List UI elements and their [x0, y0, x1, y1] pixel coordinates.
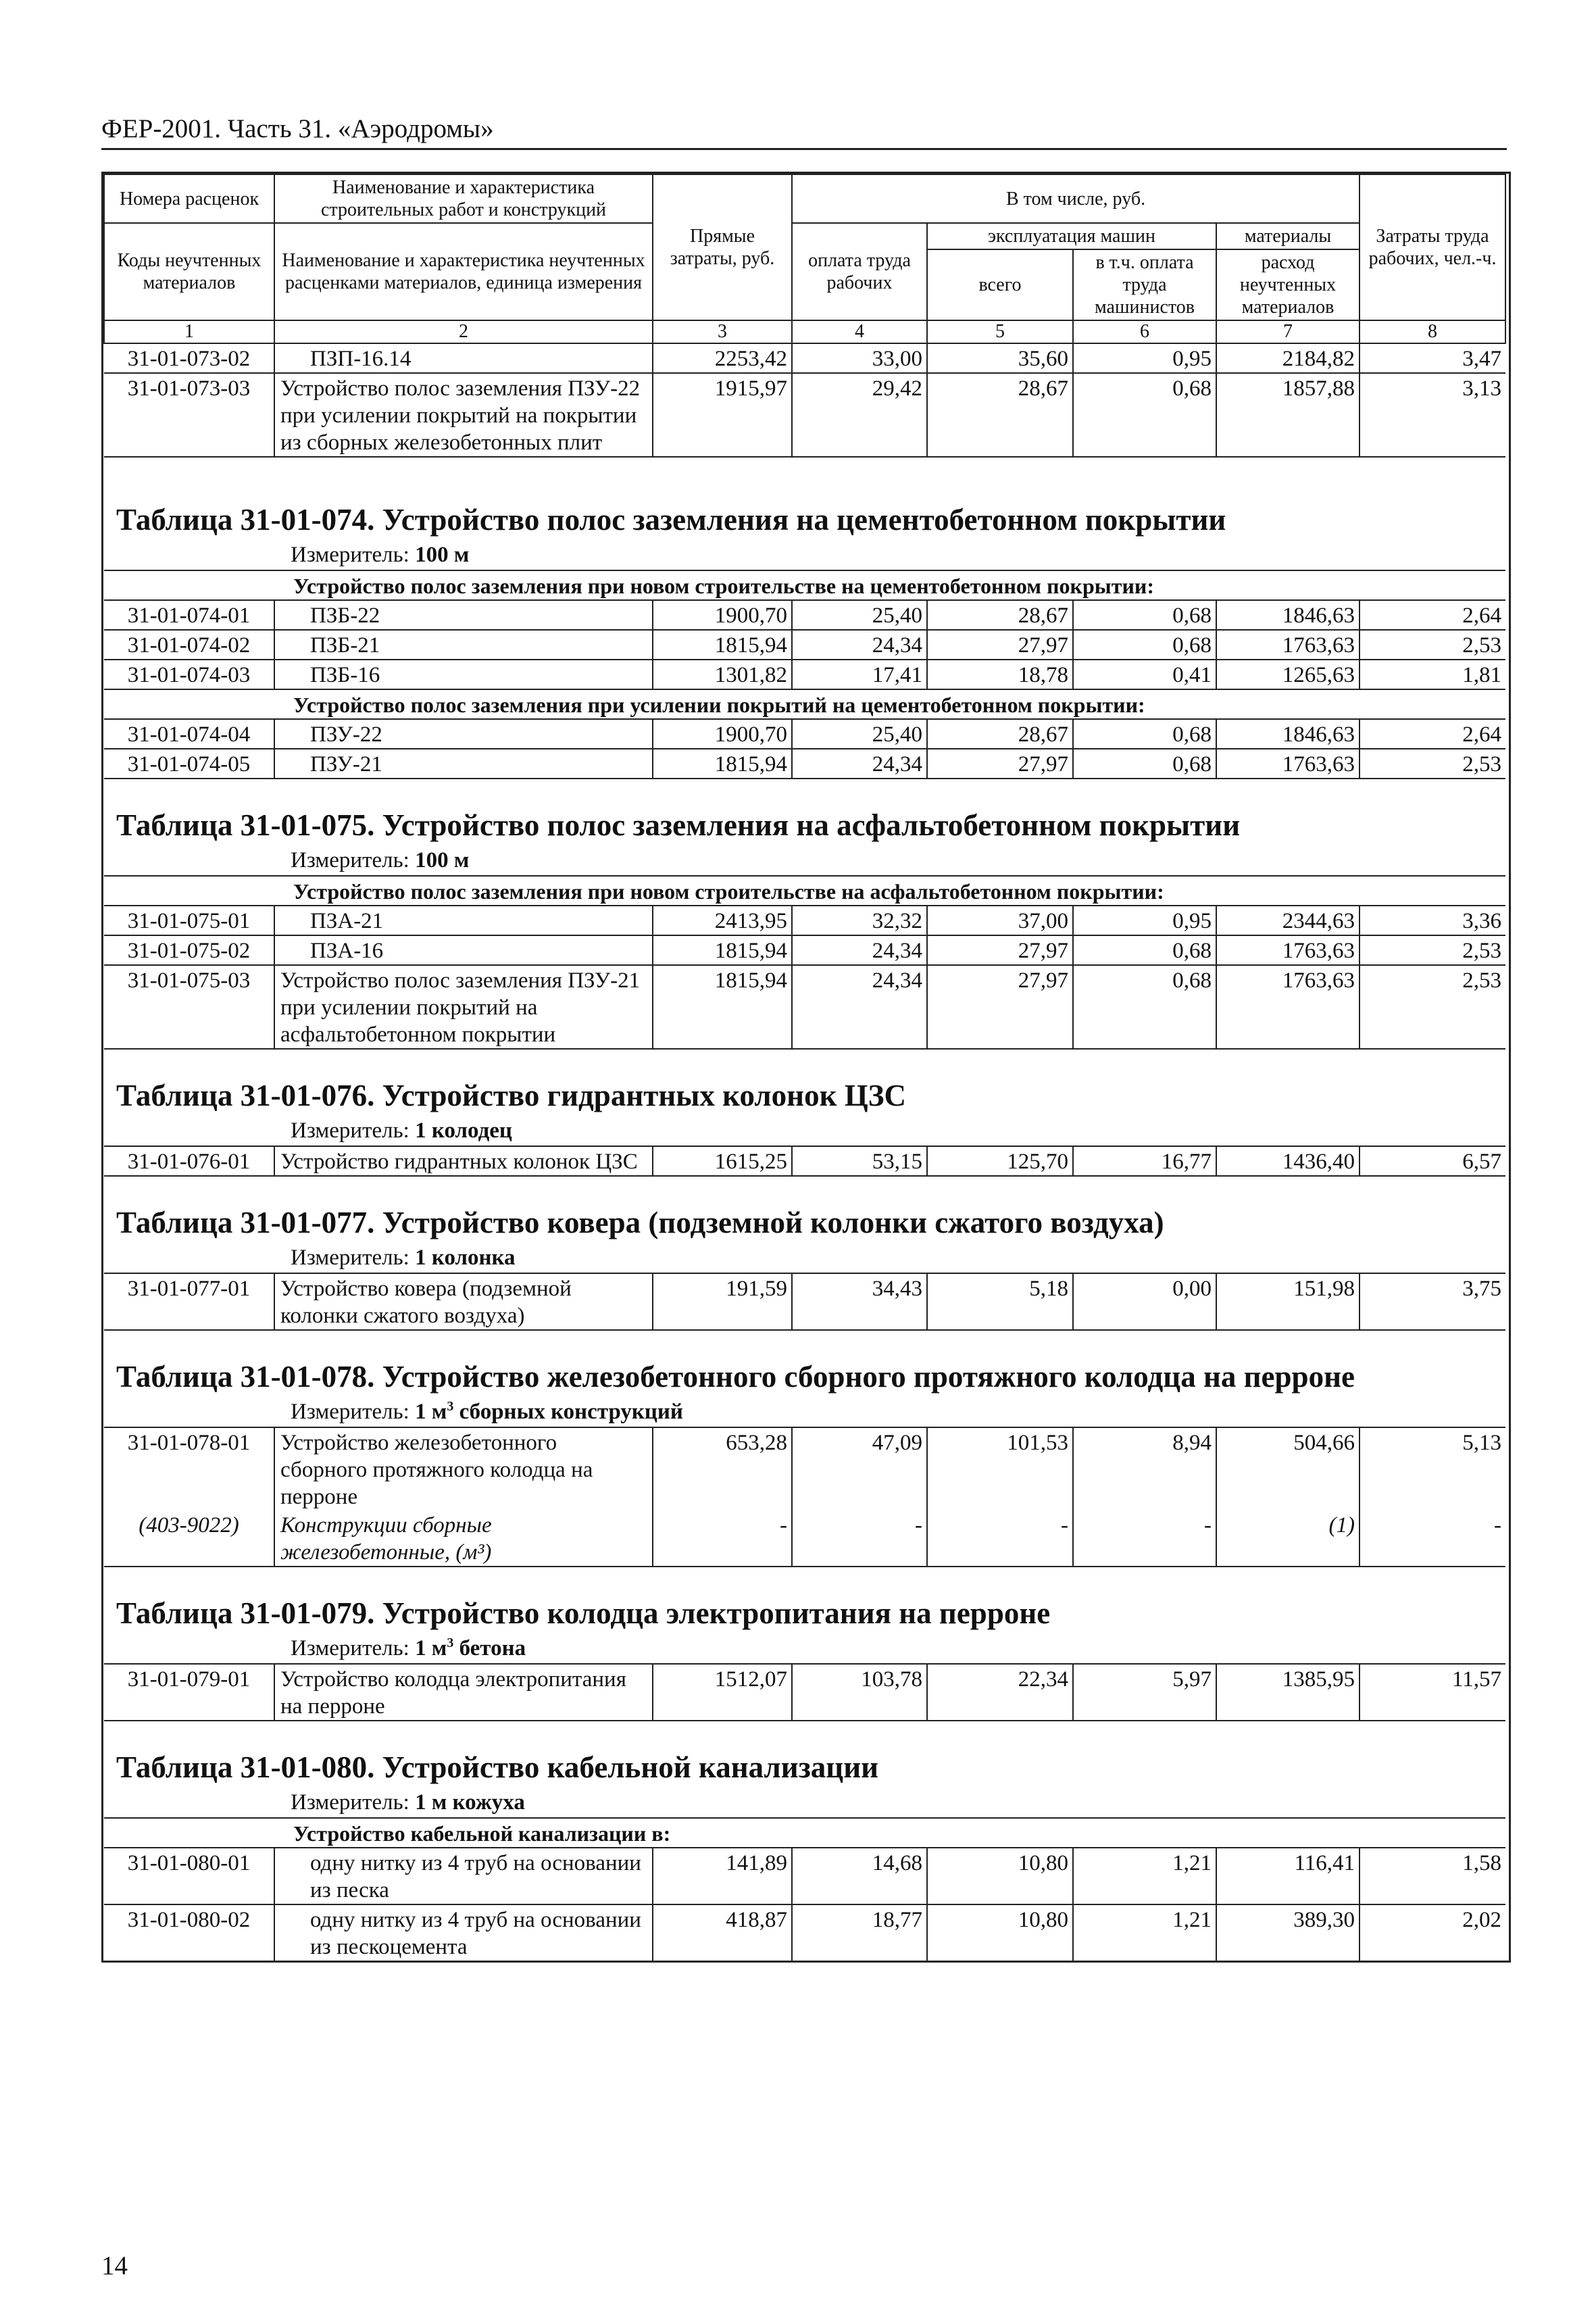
machines-total: 10,80: [927, 1848, 1073, 1904]
col-num: 1: [104, 320, 274, 343]
machinists-pay: 0,00: [1073, 1273, 1216, 1330]
machinists-pay: 1,21: [1073, 1904, 1216, 1961]
rates-document: [101, 172, 1511, 1963]
col-num: 7: [1216, 320, 1360, 343]
machinists-pay: 0,68: [1073, 373, 1216, 457]
section-heading: Устройство полос заземления при усилении покрытий на цементобетонном покрытии:: [104, 689, 1505, 719]
rate-name: Устройство гидрантных колонок ЦЗС: [274, 1146, 653, 1176]
rate-code: 31-01-078-01: [127, 1431, 251, 1455]
rate-name: одну нитку из 4 труб на основании из песка: [274, 1848, 653, 1904]
rate-name: Устройство железобетонного сборного протяжного колодца на перроне: [274, 1427, 653, 1510]
rate-code: 31-01-074-02: [104, 630, 274, 660]
rate-name: ПЗУ-21: [274, 749, 653, 779]
labor-pay: 33,00: [792, 343, 927, 373]
labor-pay: 53,15: [792, 1146, 927, 1176]
labor-pay: 17,41: [792, 660, 927, 689]
labor-hours: 2,53: [1360, 749, 1505, 779]
rate-code: 31-01-074-04: [104, 719, 274, 749]
labor-pay: 103,78: [792, 1664, 927, 1721]
materials: 2344,63: [1216, 906, 1360, 935]
rate-name: Устройство полос заземления ПЗУ-21 при усилении покрытий на асфальтобетонном покрытии: [274, 965, 653, 1049]
direct-costs: 2253,42: [653, 343, 792, 373]
labor-hours: 3,13: [1360, 373, 1505, 457]
table-row: [104, 1848, 1505, 1904]
table-row: [104, 343, 1505, 373]
machines-total: 37,00: [927, 906, 1073, 935]
col-codes: Коды неучтенных материалов: [104, 223, 274, 320]
direct-costs: 1512,07: [653, 1664, 792, 1721]
labor-hours: 2,53: [1360, 935, 1505, 965]
table-measure: Измеритель: 100 м: [291, 543, 470, 567]
table-row: [104, 906, 1505, 935]
materials: 2184,82: [1216, 343, 1360, 373]
table-row: [104, 630, 1505, 660]
rate-code: 31-01-080-02: [127, 1908, 251, 1932]
rate-code: 31-01-075-02: [104, 935, 274, 965]
labor-pay: 32,32: [792, 906, 927, 935]
rate-name: ПЗУ-22: [274, 719, 653, 749]
col-num: 8: [1360, 320, 1505, 343]
rate-code: 31-01-080-01: [104, 1848, 274, 1904]
rate-code: 31-01-077-01: [104, 1273, 274, 1330]
section-heading: Устройство полос заземления при новом строительстве на цементобетонном покрытии:: [104, 570, 1505, 600]
table-row: [104, 660, 1505, 689]
machinists-pay: 0,68: [1073, 965, 1216, 1049]
col-num: 5: [927, 320, 1073, 343]
rate-name: ПЗА-21: [274, 906, 653, 935]
table-measure: Измеритель: 1 $м^3$ бетона: [291, 1635, 526, 1660]
rate-name: ПЗБ-22: [274, 600, 653, 630]
direct-costs: 141,89: [653, 1848, 792, 1904]
col-labor: Затраты труда рабочих, чел.-ч.: [1360, 174, 1505, 320]
machines-total: 28,67: [927, 373, 1073, 457]
labor-hours: 2,53: [1360, 630, 1505, 660]
direct-costs: 1900,70: [653, 600, 792, 630]
col-machines: эксплуатация машин: [927, 223, 1216, 249]
col-num: 2: [274, 320, 653, 343]
labor-hours: 6,57: [1360, 1146, 1505, 1176]
materials: 1846,63: [1216, 719, 1360, 749]
direct-costs: 191,59: [653, 1273, 792, 1330]
machines-total: 22,34: [927, 1664, 1073, 1721]
rate-name: ПЗБ-21: [274, 630, 653, 660]
machines-total: 28,67: [927, 719, 1073, 749]
machines-total: -: [927, 1510, 1073, 1567]
col-materials: материалы: [1216, 223, 1360, 249]
material-name: Конструкции сборные железобетонные, (м³): [274, 1510, 653, 1567]
material-code: (403-9022): [104, 1510, 274, 1567]
materials: 504,66: [1216, 1427, 1360, 1510]
labor-pay: 14,68: [792, 1848, 927, 1904]
labor-pay: 24,34: [792, 630, 927, 660]
rate-code: 31-01-074-03: [104, 660, 274, 689]
section-heading: Устройство кабельной канализации в:: [104, 1818, 1505, 1848]
materials: 151,98: [1216, 1273, 1360, 1330]
labor-pay: 47,09: [792, 1427, 927, 1510]
table-title: Таблица 31-01-078. Устройство железобетонного сборного протяжного колодца на перроне: [116, 1360, 1355, 1394]
col-direct: Прямые затраты, руб.: [653, 174, 792, 320]
machines-total: 10,80: [927, 1904, 1073, 1961]
col-num: 6: [1073, 320, 1216, 343]
machines-total: 18,78: [927, 660, 1073, 689]
rate-name: Устройство полос заземления ПЗУ-22 при усилении покрытий на покрытии из сборных железобетонных плит: [274, 373, 653, 457]
table-row: [104, 1146, 1505, 1176]
table-row: [104, 1427, 1505, 1510]
materials: 389,30: [1216, 1904, 1360, 1961]
rate-code: 31-01-073-03: [104, 373, 274, 457]
materials: 116,41: [1216, 1848, 1360, 1904]
section-heading: Устройство полос заземления при новом строительстве на асфальтобетонном покрытии:: [104, 876, 1505, 906]
machines-total: 101,53: [927, 1427, 1073, 1510]
machinists-pay: 8,94: [1073, 1427, 1216, 1510]
direct-costs: 1815,94: [653, 630, 792, 660]
col-name: Наименование и характеристика строительных работ и конструкций: [274, 174, 653, 223]
table-row: [104, 1273, 1505, 1330]
labor-hours: 2,64: [1360, 719, 1505, 749]
labor-pay: 24,34: [792, 749, 927, 779]
direct-costs: 2413,95: [653, 906, 792, 935]
rate-name: Устройство колодца электропитания на перроне: [274, 1664, 653, 1721]
col-name2: Наименование и характеристика неучтенных расценками материалов, единица измерения: [274, 223, 653, 320]
labor-pay: 34,43: [792, 1273, 927, 1330]
table-title: Таблица 31-01-076. Устройство гидрантных колонок ЦЗС: [116, 1079, 907, 1112]
machines-total: 27,97: [927, 630, 1073, 660]
machinists-pay: 0,95: [1073, 343, 1216, 373]
machinists-pay: 5,97: [1073, 1664, 1216, 1721]
table-row: [104, 935, 1505, 965]
table-title: Таблица 31-01-077. Устройство ковера (подземной колонки сжатого воздуха): [116, 1206, 1164, 1239]
machinists-pay: 0,68: [1073, 719, 1216, 749]
direct-costs: 1915,97: [653, 373, 792, 457]
table-title: Таблица 31-01-075. Устройство полос заземления на асфальтобетонном покрытии: [116, 808, 1241, 842]
direct-costs: 1815,94: [653, 749, 792, 779]
machines-total: 27,97: [927, 935, 1073, 965]
table-row: [104, 600, 1505, 630]
table-measure: Измеритель: 100 м: [291, 848, 470, 872]
materials: 1763,63: [1216, 630, 1360, 660]
rate-name: ПЗА-16: [274, 935, 653, 965]
rate-name: Устройство ковера (подземной колонки сжатого воздуха): [274, 1273, 653, 1330]
labor-pay: 25,40: [792, 719, 927, 749]
machines-total: 125,70: [927, 1146, 1073, 1176]
labor-pay: 29,42: [792, 373, 927, 457]
materials: 1763,63: [1216, 749, 1360, 779]
materials: 1857,88: [1216, 373, 1360, 457]
direct-costs: -: [653, 1510, 792, 1567]
materials: 1763,63: [1216, 965, 1360, 1049]
labor-hours: 3,36: [1360, 906, 1505, 935]
labor-hours: -: [1360, 1510, 1505, 1567]
table-row: [104, 1904, 1505, 1961]
table-measure: Измеритель: 1 колонка: [291, 1246, 516, 1270]
table-title: Таблица 31-01-074. Устройство полос заземления на цементобетонном покрытии: [116, 503, 1226, 537]
table-measure: Измеритель: 1 колодец: [291, 1118, 512, 1143]
table-title: Таблица 31-01-080. Устройство кабельной канализации: [116, 1750, 879, 1784]
machines-total: 35,60: [927, 343, 1073, 373]
labor-hours: 3,75: [1360, 1273, 1505, 1330]
col-rates-no: Номера расценок: [104, 174, 274, 223]
machinists-pay: 0,95: [1073, 906, 1216, 935]
table-measure: Измеритель: 1 м кожуха: [291, 1790, 525, 1815]
rate-code: 31-01-075-01: [104, 906, 274, 935]
machinists-pay: 0,68: [1073, 749, 1216, 779]
materials: 1265,63: [1216, 660, 1360, 689]
rate-code: 31-01-074-01: [104, 600, 274, 630]
labor-hours: 5,13: [1360, 1427, 1505, 1510]
direct-costs: 1900,70: [653, 719, 792, 749]
rate-code: 31-01-074-05: [104, 749, 274, 779]
page-number: 14: [101, 2251, 128, 2280]
machinists-pay: -: [1073, 1510, 1216, 1567]
table-row: [104, 719, 1505, 749]
col-labor-pay: оплата труда рабочих: [792, 223, 927, 320]
machines-total: 28,67: [927, 600, 1073, 630]
direct-costs: 1301,82: [653, 660, 792, 689]
machinists-pay: 0,41: [1073, 660, 1216, 689]
rate-code: 31-01-079-01: [104, 1664, 274, 1721]
labor-pay: 24,34: [792, 965, 927, 1049]
machinists-pay: 1,21: [1073, 1848, 1216, 1904]
rate-code: 31-01-073-02: [104, 343, 274, 373]
col-machines-total: всего: [927, 249, 1073, 320]
header-rule: [101, 148, 1507, 150]
col-incl: В том числе, руб.: [792, 174, 1360, 223]
table-row: [104, 965, 1505, 1049]
table-row: [104, 373, 1505, 457]
materials: 1436,40: [1216, 1146, 1360, 1176]
labor-hours: 1,81: [1360, 660, 1505, 689]
rate-code: 31-01-076-01: [104, 1146, 274, 1176]
direct-costs: 1815,94: [653, 965, 792, 1049]
materials: 1763,63: [1216, 935, 1360, 965]
direct-costs: 1615,25: [653, 1146, 792, 1176]
rate-name: одну нитку из 4 труб на основании из пескоцемента: [274, 1904, 653, 1961]
page-header: ФЕР-2001. Часть 31. «Аэродромы»: [101, 114, 494, 143]
rate-code: 31-01-075-03: [104, 965, 274, 1049]
direct-costs: 418,87: [653, 1904, 792, 1961]
labor-pay: 18,77: [792, 1904, 927, 1961]
machines-total: 5,18: [927, 1273, 1073, 1330]
rates-table: [103, 174, 1506, 1961]
labor-hours: 11,57: [1360, 1664, 1505, 1721]
col-num: 3: [653, 320, 792, 343]
table-title: Таблица 31-01-079. Устройство колодца электропитания на перроне: [116, 1596, 1051, 1630]
labor-hours: 3,47: [1360, 343, 1505, 373]
table-row: [104, 1664, 1505, 1721]
materials: (1): [1216, 1510, 1360, 1567]
labor-hours: 2,02: [1360, 1904, 1505, 1961]
machines-total: 27,97: [927, 749, 1073, 779]
labor-hours: 1,58: [1360, 1848, 1505, 1904]
materials: 1846,63: [1216, 600, 1360, 630]
col-machinists: в т.ч. оплата труда машинистов: [1073, 249, 1216, 320]
table-row: [104, 1510, 1505, 1567]
table-header: [104, 174, 1505, 343]
labor-hours: 2,53: [1360, 965, 1505, 1049]
rate-name: ПЗБ-16: [274, 660, 653, 689]
labor-hours: 2,64: [1360, 600, 1505, 630]
machinists-pay: 0,68: [1073, 630, 1216, 660]
labor-pay: -: [792, 1510, 927, 1567]
col-num: 4: [792, 320, 927, 343]
labor-pay: 25,40: [792, 600, 927, 630]
materials: 1385,95: [1216, 1664, 1360, 1721]
machines-total: 27,97: [927, 965, 1073, 1049]
machinists-pay: 16,77: [1073, 1146, 1216, 1176]
table-row: [104, 749, 1505, 779]
rate-name: ПЗП-16.14: [274, 343, 653, 373]
direct-costs: 1815,94: [653, 935, 792, 965]
table-measure: Измеритель: 1 $м^3$ сборных конструкций: [291, 1399, 683, 1424]
machinists-pay: 0,68: [1073, 935, 1216, 965]
machinists-pay: 0,68: [1073, 600, 1216, 630]
direct-costs: 653,28: [653, 1427, 792, 1510]
col-mat-unacc: расход неучтенных материалов: [1216, 249, 1360, 320]
labor-pay: 24,34: [792, 935, 927, 965]
